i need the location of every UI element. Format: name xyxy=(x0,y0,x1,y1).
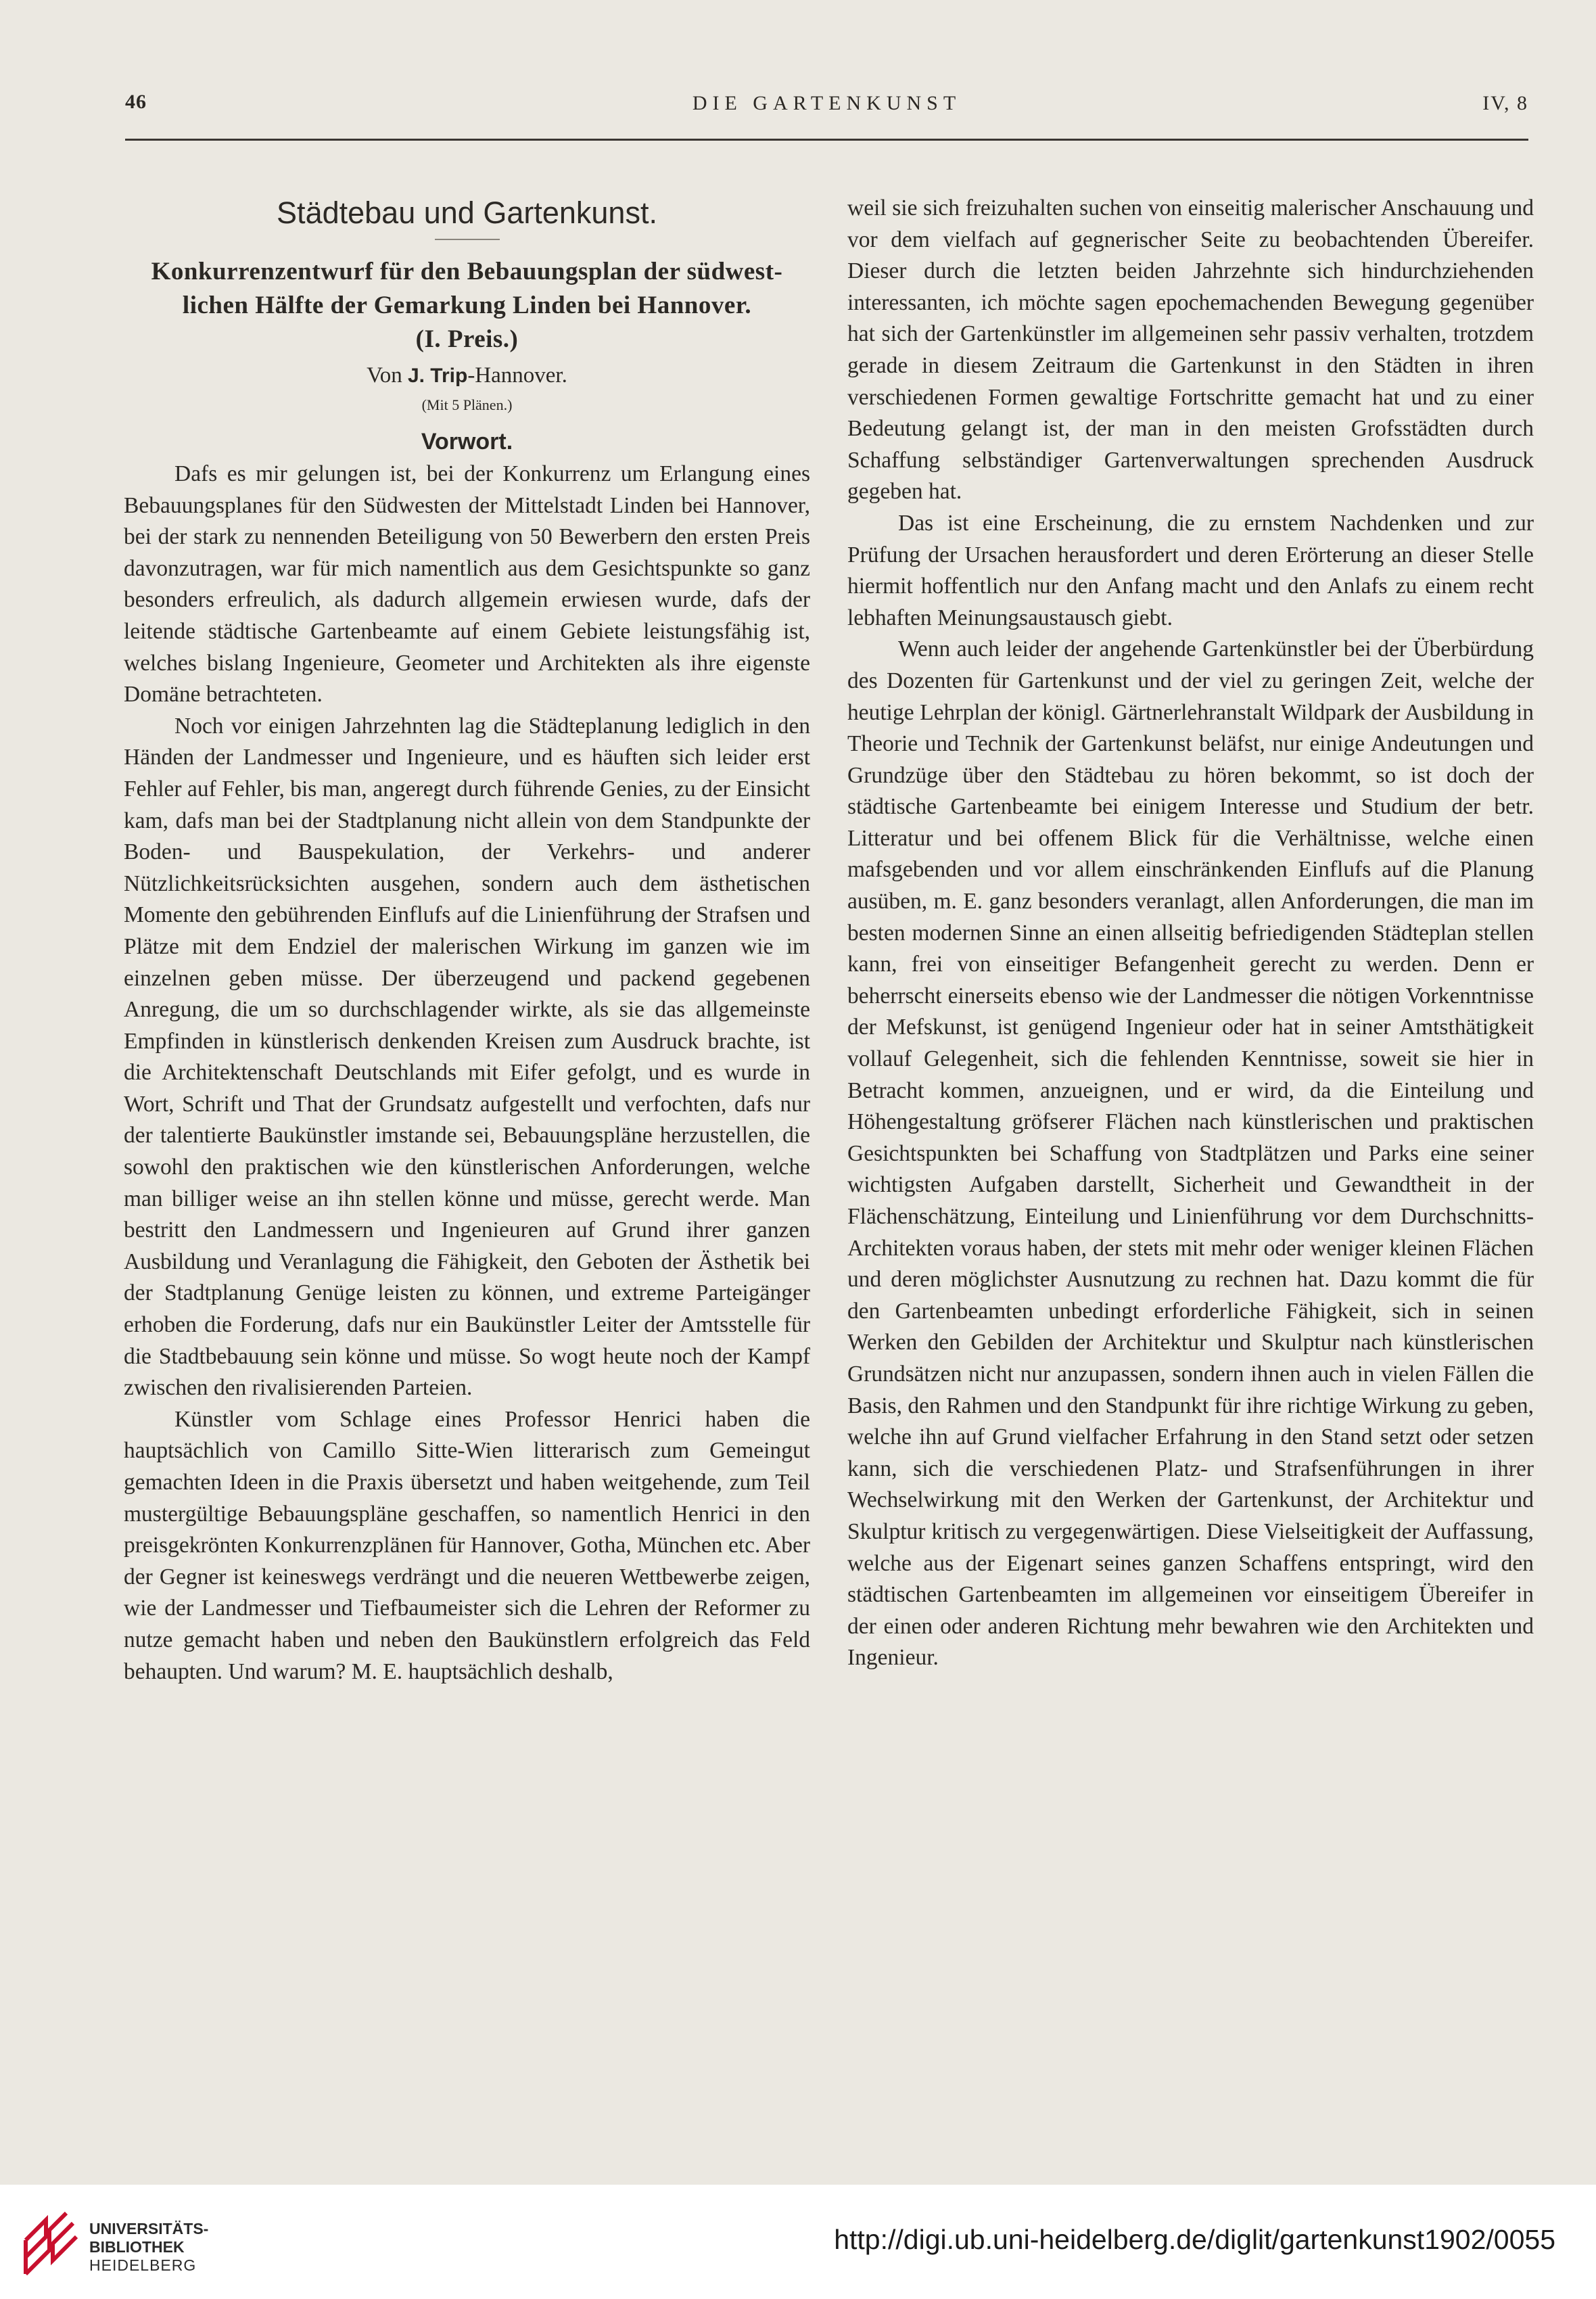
right-column xyxy=(847,193,1534,1674)
author-name: J. Trip xyxy=(407,365,468,387)
prize-note: (I. Preis.) xyxy=(415,325,519,353)
article-subtitle xyxy=(124,255,810,356)
running-head xyxy=(125,88,1528,122)
byline-suffix: -Hannover. xyxy=(467,363,567,388)
library-line-2: BIBLIOTHEK xyxy=(89,2238,185,2256)
left-column xyxy=(124,193,810,1688)
article-title: Städtebau und Gartenkunst. xyxy=(277,195,657,230)
subtitle-line-2: lichen Hälfte der Gemarkung Linden bei Hannover. xyxy=(182,292,752,319)
byline xyxy=(124,361,810,391)
plates-note: (Mit 5 Plänen.) xyxy=(421,396,513,413)
paragraph: Noch vor einigen Jahrzehnten lag die Städteplanung lediglich in den Händen der Landmesser und Ingenieure, und es häuften sich leider erst Fehler auf Fehler, bis man, angeregt durch führende Genies, zu der Einsicht kam, dafs man bei der Stadtplanung nicht allein von dem Standpunkte der Boden- und Bauspekulation, der Verkehrs- und anderer Nützlichkeitsrücksichten ausgehen, sondern auch dem ästhetischen Momente den gebührenden Einflufs auf die Linienführung der Strafsen und Plätze mit dem Endziel der malerischen Wirkung im ganzen wie im einzelnen geben müsse. Der überzeugend und packend gegebenen Anregung, die um so durchschlagender wirkte, als sie das allgemeinste Empfinden in künstlerisch denkenden Kreisen zum Ausdruck brachte, ist die Architektenschaft Deutschlands mit Eifer gefolgt, und es wurde in Wort, Schrift und That der Grundsatz aufgestellt und verfochten, dafs nur der talentierte Baukünstler imstande sei, Bebauungspläne herzustellen, die sowohl den praktischen wie den künstlerischen Anforderungen, welche man billiger weise an ihn stellen könne und müsse, gerecht werde. Man bestritt den Landmessern und Ingenieuren auf Grund ihrer ganzen Ausbildung und Veranlagung die Fähigkeit, den Geboten der Ästhetik bei der Stadtplanung Genüge leisten zu können, und extreme Parteigänger erhoben die Forderung, dafs nur ein Baukünstler Leiter der Amtsstelle für die Stadtbebauung sein könne und müsse. So wogt heute noch der Kampf zwischen den rivalisierenden Parteien. xyxy=(124,713,810,1401)
library-line-1: UNIVERSITÄTS- xyxy=(89,2220,209,2237)
source-url-link[interactable]: http://digi.ub.uni-heidelberg.de/diglit/gartenkunst1902/0055 xyxy=(834,2224,1555,2255)
byline-prefix: Von xyxy=(367,363,402,388)
paragraph: Dafs es mir gelungen ist, bei der Konkurrenz um Erlangung eines Bebauungsplanes für den Südwesten der Mittelstadt Linden bei Hannover, bei der stark zu nennenden Beteiligung von 50 Bewerbern den ersten Preis davonzutragen, war für mich namentlich aus dem Gesichtspunkte so ganz besonders erfreulich, als dadurch allgemein erwiesen wurde, dafs der leitende städtische Gartenbeamte auf einem Gebiete leistungsfähig ist, welches bislang Ingenieure, Geometer und Architekten als ihre eigenste Domäne betrachteten. xyxy=(124,461,810,707)
paragraph: Künstler vom Schlage eines Professor Henrici haben die hauptsächlich von Camillo Sitte-Wien litterarisch zum Gemeingut gemachten Ideen in die Praxis übersetzt und haben weitgehende, zum Teil mustergültige Bebauungspläne geschaffen, so namentlich Henrici in den preisgekrönten Konkurrenzplänen für Hannover, Gotha, München etc. Aber der Gegner ist keineswegs verdrängt und die neueren Wettbewerbe zeigen, wie der Landmesser und Tiefbaumeister sich die Lehren der Reformer zu nutze gemacht haben und neben den Baukünstlern erfolgreich das Feld behaupten. Und warum? M. E. hauptsächlich deshalb, xyxy=(124,1406,810,1684)
title-divider xyxy=(435,239,500,240)
library-name xyxy=(89,2220,208,2275)
issue-number: IV, 8 xyxy=(1482,92,1528,114)
section-heading: Vorwort. xyxy=(421,429,513,455)
page-number: 46 xyxy=(125,91,147,113)
paragraph: Das ist eine Erscheinung, die zu ernstem Nachdenken und zur Prüfung der Ursachen herausfordert und deren Erörterung an dieser Stelle hiermit hoffentlich nur den Anfang macht und den Anlafs zu einem recht lebhaften Meinungsaustausch giebt. xyxy=(847,510,1534,630)
digitization-footer xyxy=(0,2185,1596,2299)
subtitle-line-1: Konkurrenzentwurf für den Bebauungsplan der südwest- xyxy=(151,258,783,285)
header-rule xyxy=(125,139,1528,141)
library-line-3: HEIDELBERG xyxy=(89,2256,197,2274)
paragraph: weil sie sich freizuhalten suchen von einseitig malerischer Anschauung und vor dem vielfach auf gegnerischer Seite zu beobachtenden Übereifer. Dieser durch die letzten beiden Jahrzehnte sich hindurchziehenden interessanten, ich möchte sagen epochemachenden Bewegung gegenüber hat sich der Gartenkünstler im allgemeinen sehr passiv verhalten, trotzdem gerade in diesem Zeitraum die Gartenkunst in den Städten in ihren verschiedenen Formen gewaltige Fortschritte gemacht hat und zu einer Bedeutung gelangt ist, der man in den meisten Grofsstädten durch Schaffung selbständiger Gartenverwaltungen sprechenden Ausdruck gegeben hat. xyxy=(847,195,1534,505)
journal-title: DIE GARTENKUNST xyxy=(692,92,962,114)
ub-heidelberg-logo-icon xyxy=(19,2200,80,2281)
paragraph: Wenn auch leider der angehende Gartenkünstler bei der Überbürdung des Dozenten für Gartenkunst und der viel zu geringen Zeit, welche der heutige Lehrplan der königl. Gärtnerlehranstalt Wildpark der Ausbildung in Theorie und Technik der Gartenkunst beläfst, nur einige Andeutungen und Grundzüge über den Städtebau zu hören bekommt, so ist doch der städtische Gartenbeamte bei einigem Interesse und Studium der betr. Litteratur und bei offenem Blick für die Verhältnisse, welche einen mafsgebenden und vor allem einschränkenden Einflufs auf die Planung ausüben, m. E. ganz besonders veranlagt, allen Anforderungen, die man im besten modernen Sinne an einen allseitig befriedigenden Städteplan stellen kann, frei von einseitiger Befangenheit gerecht zu werden. Denn er beherrscht einerseits ebenso wie der Landmesser die nötigen Vorkenntnisse der Mefskunst, ist genügend Ingenieur oder hat in seiner Amtsthätigkeit vollauf Gelegenheit, sich die fehlenden Kenntnisse, soweit sie hier in Betracht kommen, anzueignen, und er wird, da die Einteilung und Höhengestaltung gröfserer Flächen nach künstlerischen und praktischen Gesichtspunkten bei Schaffung von Stadtplätzen und Parks eine seiner wichtigsten Aufgaben darstellt, Sicherheit und Gewandtheit in der Flächenschätzung, Einteilung und Linienführung vor dem Durchschnitts-Architekten voraus haben, der stets mit mehr oder weniger kleinen Flächen und deren möglichster Ausnutzung zu rechnen hat. Dazu kommt die für den Gartenbeamten unbedingt erforderliche Fähigkeit, sich in seinen Werken den Gebilden der Architektur und Skulptur nach künstlerischen Grundsätzen nicht nur anzupassen, sondern ihnen auch in vielen Fällen die Basis, den Rahmen und den Standpunkt für ihre richtige Wirkung zu geben, welche ihn auf Grund vielfacher Erfahrung in den Stand setzt oder setzen kann, sich die verschiedenen Platz- und Strafsenführungen in ihrer Wechselwirkung mit den Werken der Gartenkunst, der Architektur und Skulptur kritisch zu vergegenwärtigen. Diese Vielseitigkeit der Auffassung, welche aus der Eigenart seines ganzen Schaffens entspringt, wird den städtischen Gartenbeamten im allgemeinen vor einseitigem Übereifer in der einen oder anderen Richtung mehr bewahren wie den Architekten und Ingenieur. xyxy=(847,636,1534,1671)
